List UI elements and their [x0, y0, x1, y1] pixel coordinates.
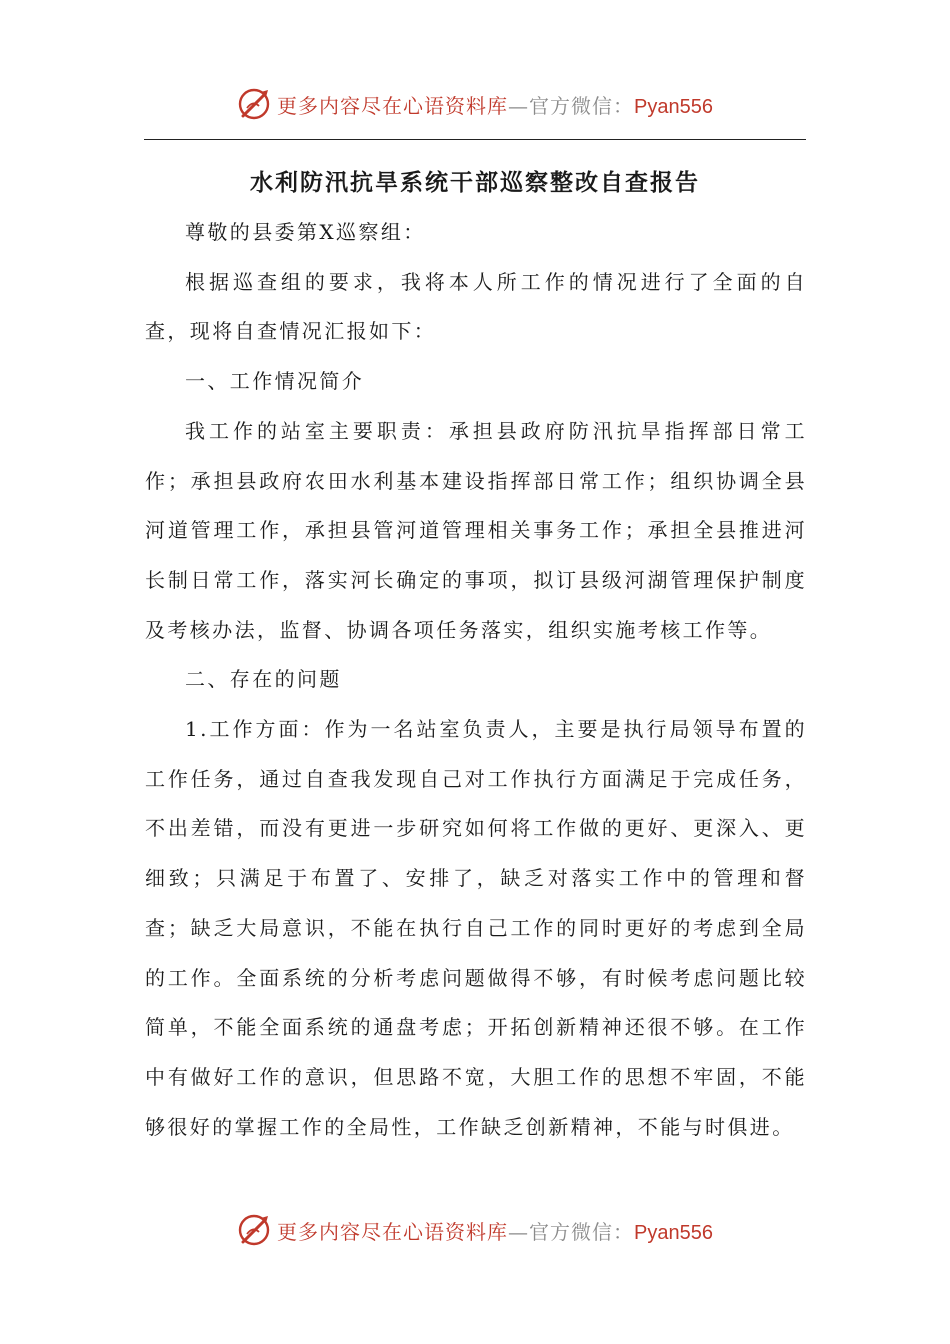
salutation: 尊敬的县委第X巡察组： [185, 220, 426, 244]
intro-paragraph: 根据巡查组的要求，我将本人所工作的情况进行了全面的自查，现将自查情况汇报如下： [145, 269, 807, 344]
pen-logo-icon [237, 1212, 273, 1248]
section-2-item-1: 1.工作方面：作为一名站室负责人，主要是执行局领导布置的工作任务，通过自查我发现自己对工作执行方面满足于完成任务，不出差错，而没有更进一步研究如何将工作做的更好、更深入、更细致；只满足于布置了、安排了，缺乏对落实工作中的管理和督查；缺乏大局意识，不能在执行自己工作的同时更好的考虑到全局的工作。全面系统的分析考虑问题做得不够，有时候考虑问题比较简单，不能全面系统的通盘考虑；开拓创新精神还很不够。在工作中有做好工作的意识，但思路不宽，大胆工作的思想不牢固，不能够很好的掌握工作的全局性，工作缺乏创新精神，不能与时俱进。 [145, 717, 807, 1139]
watermark-text: 更多内容尽在心语资料库—官方微信：Pyan556 [277, 93, 713, 118]
header-divider [144, 139, 806, 140]
document-body [145, 208, 807, 1152]
pen-logo-icon [237, 86, 273, 122]
section-heading-1: 一、工作情况简介 [185, 369, 365, 394]
watermark-text: 更多内容尽在心语资料库—官方微信：Pyan556 [277, 1219, 713, 1244]
watermark-banner-top [0, 84, 950, 124]
watermark-banner-bottom [0, 1210, 950, 1250]
document-title: 水利防汛抗旱系统干部巡察整改自查报告 [250, 169, 700, 196]
section-1-paragraph: 我工作的站室主要职责：承担县政府防汛抗旱指挥部日常工作；承担县政府农田水利基本建设指挥部日常工作；组织协调全县河道管理工作，承担县管河道管理相关事务工作；承担全县推进河长制日常工作，落实河长确定的事项，拟订县级河湖管理保护制度及考核办法，监督、协调各项任务落实，组织实施考核工作等。 [145, 418, 807, 642]
section-heading-2: 二、存在的问题 [185, 667, 342, 692]
